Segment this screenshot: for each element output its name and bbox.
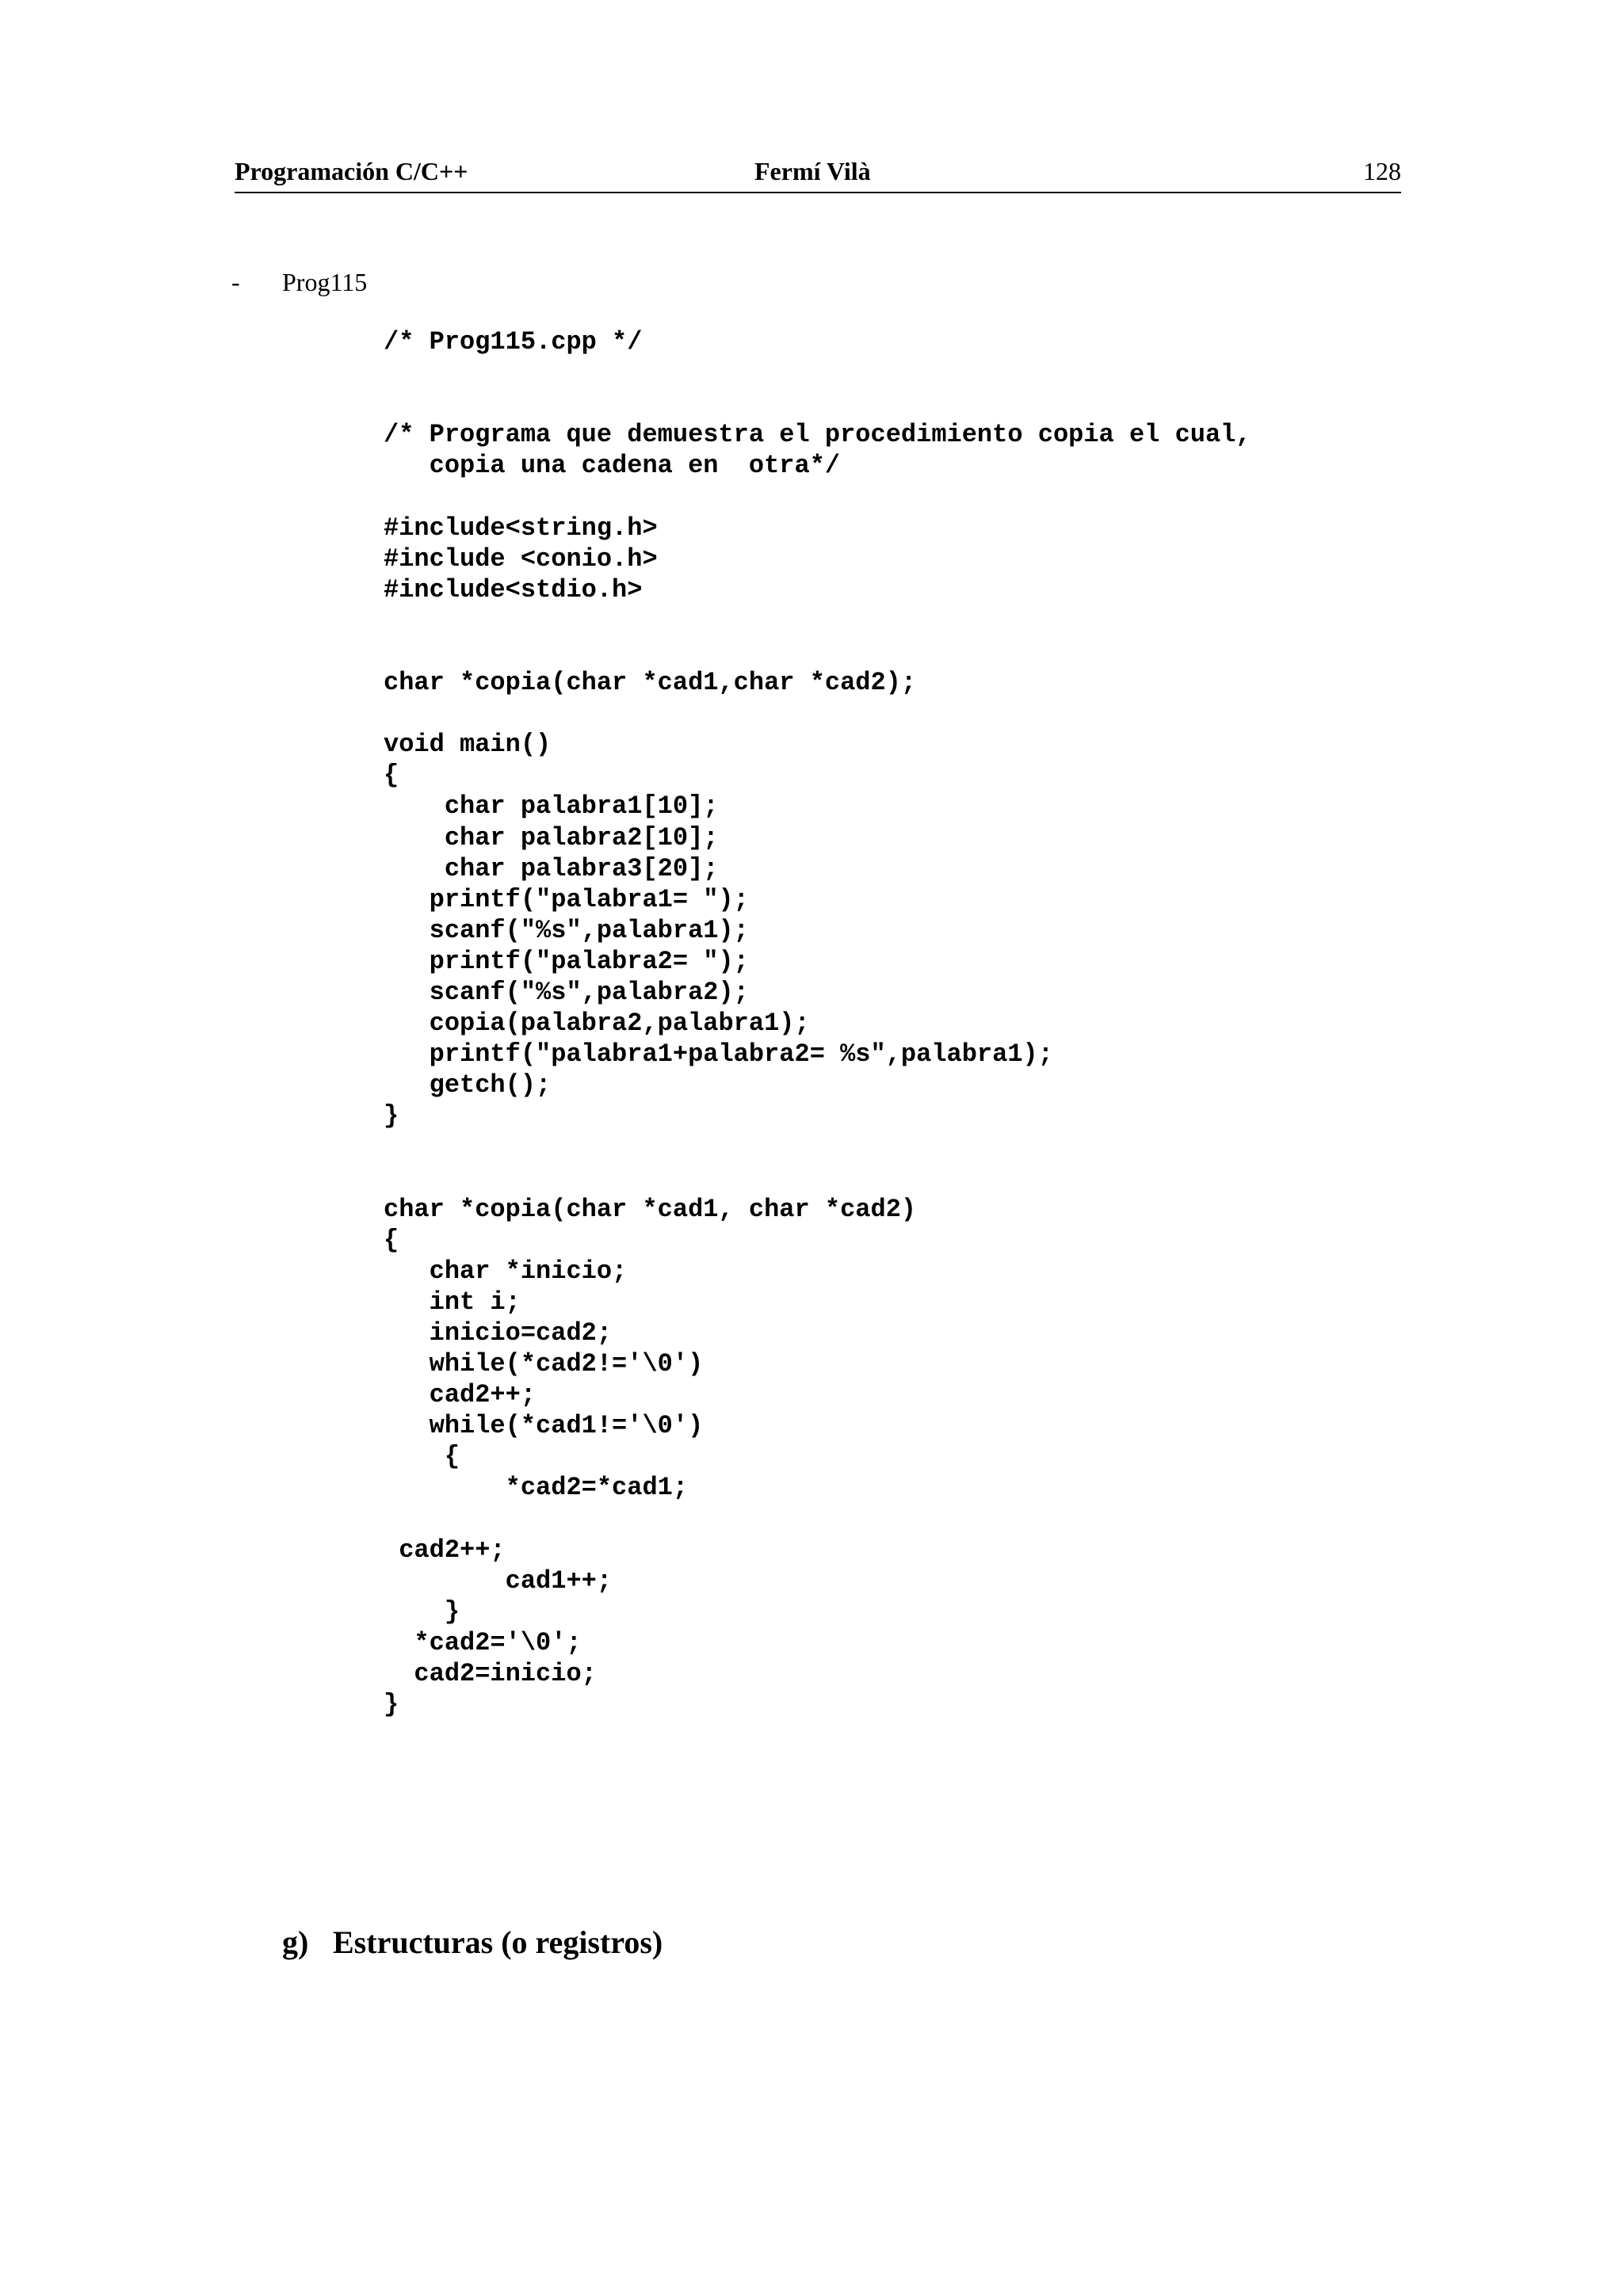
section-title: Estructuras (o registros): [333, 1924, 663, 1960]
page-header: [235, 155, 1401, 193]
header-author: Fermí Vilà: [754, 157, 871, 185]
page-number: 128: [1363, 157, 1401, 185]
program-label: Prog115: [282, 268, 368, 296]
section-heading: [282, 1924, 663, 1961]
code-listing: /* Prog115.cpp */ /* Programa que demuestra el procedimiento copia el cual, copia una cadena en otra*/ #include<string.h> #include <conio.h> #include<stdio.h> char *copia(char *cad1,char *cad2); void main() { char palabra1[10]; char palabra2[10]; char palabra3[20]; printf("palabra1= "); scanf("%s",palabra1); printf("palabra2= "); scanf("%s",palabra2); copia(palabra2,palabra1); printf("palabra1+palabra2= %s",palabra1); getch(); } char *copia(char *cad1, char *cad2) { char *inicio; int i; inicio=cad2; while(*cad2!='\0') cad2++; while(*cad1!='\0') { *cad2=*cad1; cad2++; cad1++; } *cad2='\0'; cad2=inicio; }: [384, 327, 1251, 1720]
section-marker: g): [282, 1924, 309, 1960]
header-title: Programación C/C++: [235, 157, 468, 185]
list-bullet: -: [231, 268, 240, 296]
program-list-item: [231, 268, 367, 297]
